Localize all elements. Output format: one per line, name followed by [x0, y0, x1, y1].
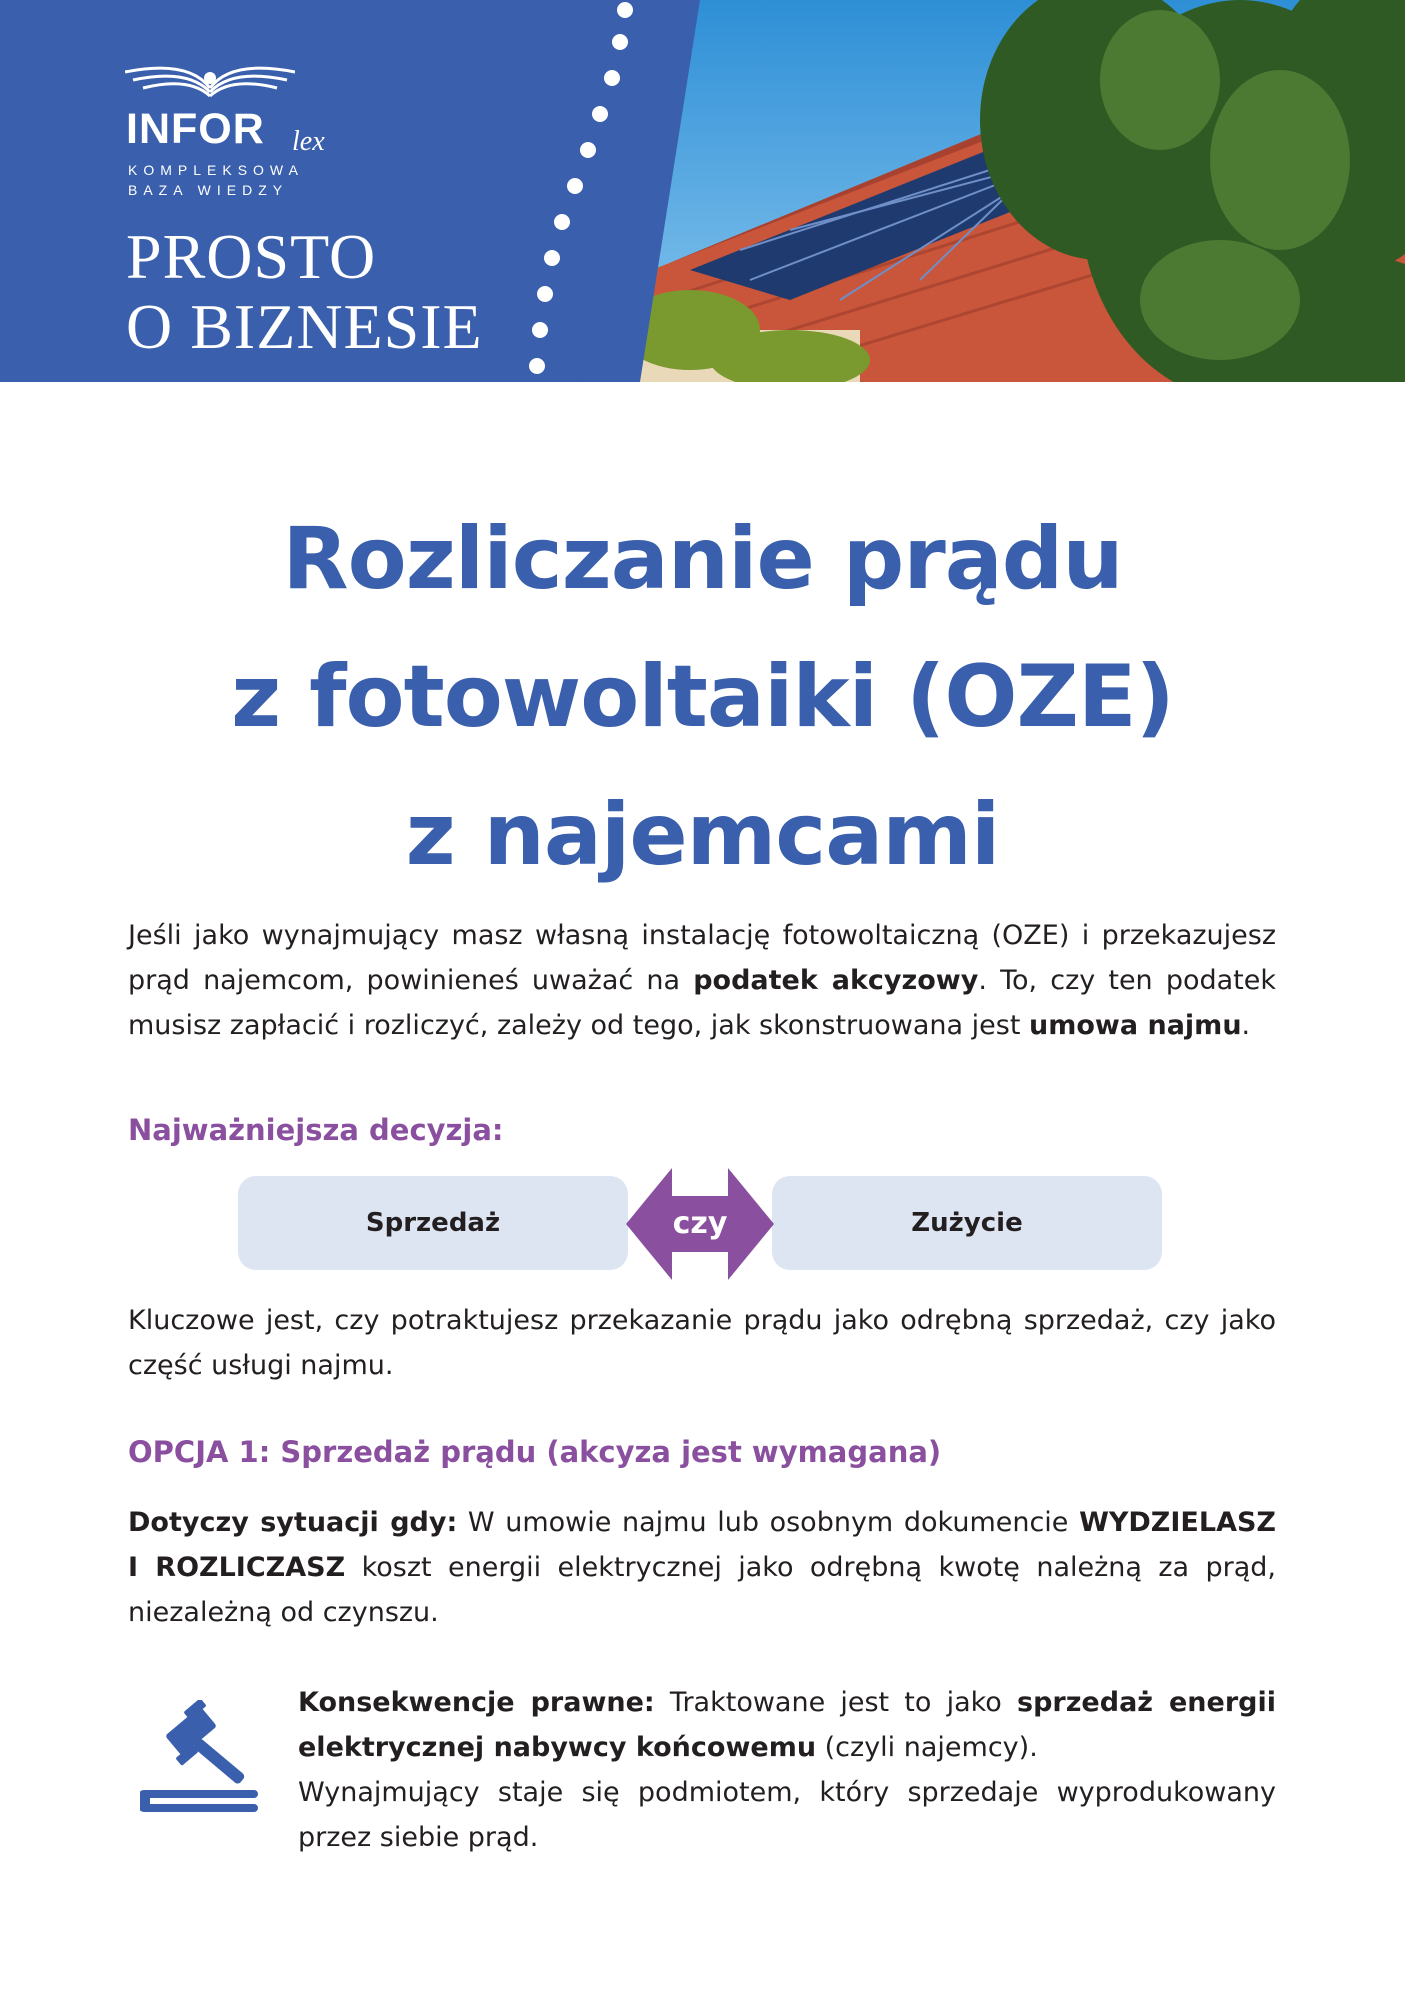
logo-name: INFOR — [126, 105, 265, 153]
intro-bold-2: umowa najmu — [1029, 1010, 1242, 1041]
intro-bold-1: podatek akcyzowy — [693, 965, 979, 996]
option1-paragraph — [128, 1500, 1276, 1635]
consequences-bold-1: Konsekwencje prawne: — [298, 1687, 655, 1718]
option-consumption-box: Zużycie — [772, 1176, 1162, 1270]
gavel-icon — [140, 1700, 265, 1818]
consequences-paragraph — [298, 1680, 1276, 1860]
series-title-line1: PROSTO — [126, 221, 377, 292]
arrow-label: czy — [672, 1206, 728, 1241]
option1-bold-2: WYDZIELASZ I ROZLICZASZ — [128, 1507, 1276, 1583]
intro-text-3: . — [1241, 1010, 1251, 1041]
decision-diagram — [238, 1176, 1160, 1272]
intro-text-1: Jeśli jako wynajmujący masz własną instalację fotowoltaiczną (OZE) i przekazujesz prąd najemcom, powinieneś uważać na — [128, 920, 1276, 996]
consequences-bold-2: sprzedaż energii elektrycznej nabywcy końcowemu — [298, 1687, 1276, 1763]
page-title-line3: z najemcami — [405, 785, 1000, 885]
decision-heading: Najważniejsza decyzja: — [128, 1113, 504, 1147]
logo-subtitle-line2: BAZA WIEDZY — [128, 182, 289, 198]
option1-heading: OPCJA 1: Sprzedaż prądu (akcyza jest wymagana) — [128, 1435, 942, 1469]
option1-bold-1: Dotyczy sytuacji gdy: — [128, 1507, 458, 1538]
series-title-line2: O BIZNESIE — [126, 291, 483, 362]
infor-logo-icon — [125, 62, 295, 110]
option1-text-2: koszt energii elektrycznej jako odrębną kwotę należną za prąd, niezależną od czynszu. — [128, 1552, 1276, 1628]
series-title — [126, 222, 483, 362]
key-paragraph: Kluczowe jest, czy potraktujesz przekazanie prądu jako odrębną sprzedaż, czy jako część usługi najmu. — [128, 1305, 1276, 1381]
intro-paragraph — [128, 913, 1276, 1048]
page-title-line2: z fotowoltaiki (OZE) — [231, 647, 1174, 747]
option-sale-box: Sprzedaż — [238, 1176, 628, 1270]
logo-subtitle-line1: KOMPLEKSOWA — [128, 162, 304, 178]
page-title-line1: Rozliczanie prądu — [282, 509, 1123, 609]
consequences-line2: Wynajmujący staje się podmiotem, który sprzedaje wyprodukowany przez siebie prąd. — [298, 1777, 1276, 1853]
consequences-text-2: (czyli najemcy). — [816, 1732, 1038, 1763]
page-title — [0, 490, 1405, 904]
intro-text-2: . To, czy ten podatek musisz zapłacić i rozliczyć, zależy od tego, jak skonstruowana jest — [128, 965, 1276, 1041]
consequences-text-1: Traktowane jest to jako — [654, 1687, 1017, 1718]
logo-suffix: lex — [292, 126, 325, 157]
header-banner — [0, 0, 1405, 382]
logo-subtitle — [128, 160, 304, 200]
option1-text-1: W umowie najmu lub osobnym dokumencie — [457, 1507, 1080, 1538]
